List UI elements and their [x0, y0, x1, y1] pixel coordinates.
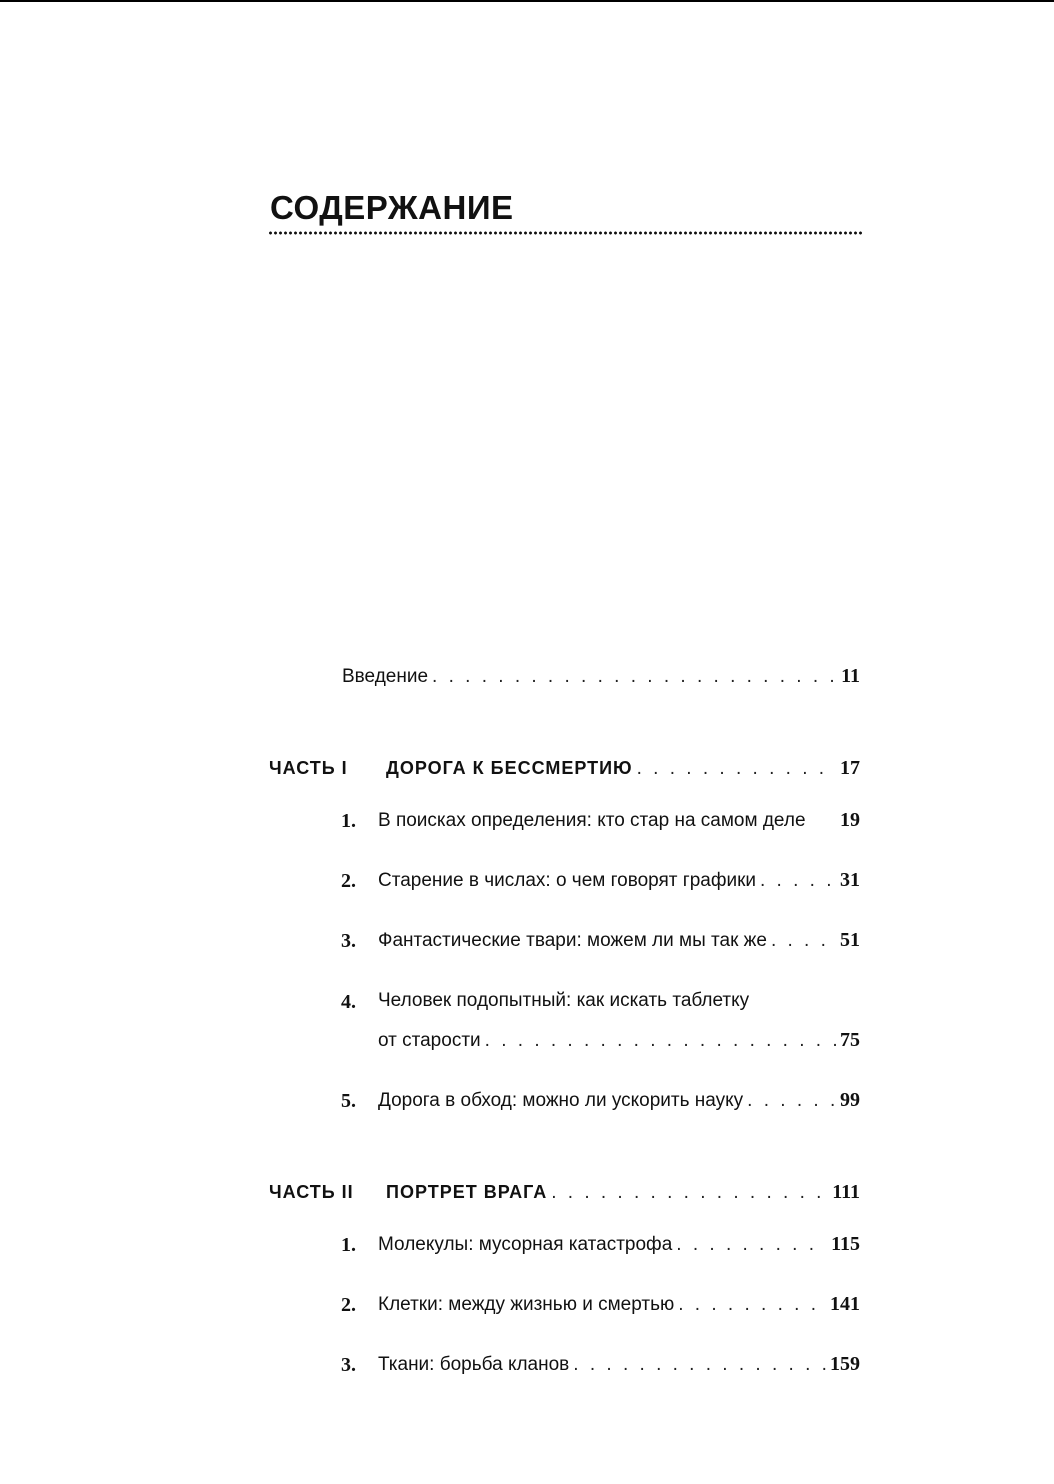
- part-title: ПОРТРЕТ ВРАГА: [386, 1182, 548, 1202]
- title-dotted-rule: [268, 230, 862, 236]
- chapter-title: Ткани: борьба кланов: [378, 1354, 570, 1375]
- toc-page-number: 75: [840, 1029, 860, 1051]
- toc-page-number: 111: [832, 1181, 860, 1203]
- toc-page-number: 99: [840, 1089, 860, 1111]
- toc-page-number: 115: [831, 1233, 860, 1255]
- chapter-number: 2.: [341, 1294, 356, 1316]
- toc-chapter[interactable]: [378, 868, 860, 893]
- toc-page-number: 31: [840, 869, 860, 891]
- toc-chapter[interactable]: [378, 928, 860, 953]
- page-title: СОДЕРЖАНИЕ: [270, 189, 514, 226]
- chapter-number: 2.: [341, 870, 356, 892]
- toc-chapter[interactable]: [378, 808, 860, 833]
- part-label: ЧАСТЬ I: [269, 758, 348, 778]
- chapter-title: Старение в числах: о чем говорят графики: [378, 870, 756, 891]
- toc-part-1[interactable]: [386, 756, 860, 781]
- top-border-line: [0, 0, 1054, 2]
- toc-page-number: 159: [830, 1353, 860, 1375]
- toc-chapter[interactable]: [378, 1028, 860, 1053]
- chapter-title: Клетки: между жизнью и смертью: [378, 1294, 675, 1315]
- dot-leader: [676, 1233, 827, 1257]
- toc-chapter[interactable]: [378, 1352, 860, 1377]
- dot-leader: [637, 757, 836, 781]
- toc-chapter[interactable]: [378, 1232, 860, 1257]
- chapter-title: Молекулы: мусорная катастрофа: [378, 1234, 673, 1255]
- chapter-number: 3.: [341, 1354, 356, 1376]
- dot-leader: [432, 665, 837, 689]
- toc-page-number: 141: [830, 1293, 860, 1315]
- toc-page-number: 17: [840, 757, 860, 779]
- dot-leader: [771, 929, 836, 953]
- chapter-title: В поисках определения: кто стар на самом деле: [378, 810, 806, 831]
- dot-leader: [551, 1181, 828, 1205]
- toc-entry-label: Введение: [342, 666, 429, 687]
- dot-leader: [747, 1089, 836, 1113]
- chapter-title-line1[interactable]: Человек подопытный: как искать таблетку: [378, 990, 750, 1011]
- dot-leader: [760, 869, 836, 893]
- chapter-number: 1.: [341, 1234, 356, 1256]
- toc-page-number: 51: [840, 929, 860, 951]
- chapter-number: 1.: [341, 810, 356, 832]
- chapter-number: 4.: [341, 991, 356, 1013]
- dot-leader: [678, 1293, 826, 1317]
- toc-part-2[interactable]: [386, 1180, 860, 1205]
- toc-entry-intro[interactable]: [342, 664, 860, 689]
- chapter-title: Фантастические твари: можем ли мы так же: [378, 930, 767, 951]
- chapter-number: 3.: [341, 930, 356, 952]
- chapter-title-line2: от старости: [378, 1030, 481, 1051]
- part-title: ДОРОГА К БЕССМЕРТИЮ: [386, 758, 633, 778]
- dot-leader: [485, 1029, 836, 1053]
- toc-chapter[interactable]: [378, 1088, 860, 1113]
- toc-chapter[interactable]: [378, 1292, 860, 1317]
- dot-leader: [573, 1353, 826, 1377]
- part-label: ЧАСТЬ II: [269, 1182, 354, 1202]
- toc-page-number: 19: [840, 809, 860, 831]
- chapter-title: Дорога в обход: можно ли ускорить науку: [378, 1090, 744, 1111]
- chapter-number: 5.: [341, 1090, 356, 1112]
- toc-page-number: 11: [841, 665, 860, 687]
